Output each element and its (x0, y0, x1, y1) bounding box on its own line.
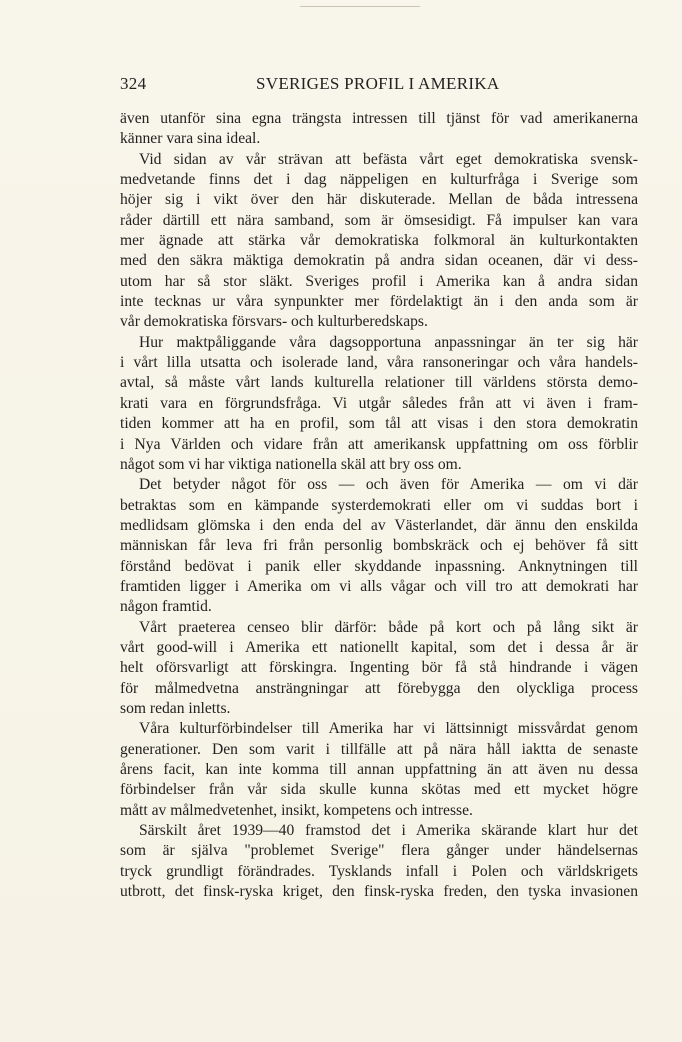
paragraph (120, 150, 638, 333)
paragraph (120, 618, 638, 720)
text-line: mått av målmedvetenhet, insikt, kompetens och intresse. (120, 801, 473, 819)
text-line: någon framtid. (120, 598, 212, 616)
text-line: avtal, så måste vårt lands kulturella relationer till världens största demo- (120, 374, 638, 392)
paragraph (120, 475, 638, 617)
paragraph (120, 333, 638, 475)
page-number: 324 (120, 74, 147, 93)
text-line: utom har så stor släkt. Sveriges profil i Amerika kan å andra sidan (120, 272, 638, 290)
running-head: SVERIGES PROFIL I AMERIKA (256, 74, 500, 93)
text-line: tiden kommer att ha en profil, som tål att visas i den stora demokratin (120, 415, 638, 433)
text-line: medlidsam glömska i den enda del av Västerlandet, där ännu den enskilda (120, 516, 638, 534)
text-line: tryck grundligt förändrades. Tysklands infall i Polen och världskrigets (120, 862, 638, 880)
paragraph (120, 719, 638, 821)
text-line: något som vi har viktiga nationella skäl att bry oss om. (120, 455, 462, 473)
text-line: årens facit, kan inte komma till annan uppfattning än att även nu dessa (120, 761, 638, 778)
text-line: helt oförsvarligt att förskingra. Ingenting bör få stå hindrande i vägen (120, 659, 638, 677)
text-line: Våra kulturförbindelser till Amerika har vi lättsinnigt missvårdat genom (139, 720, 638, 738)
text-line: för målmedvetna ansträngningar att förebygga den olyckliga process (120, 679, 638, 697)
paragraph (120, 109, 638, 150)
text-line: med den säkra mäktiga demokratin på andra sidan oceanen, där vi dess- (120, 252, 638, 270)
text-line: inte tecknas ur våra synpunkter mer fördelaktigt än i den anda som är (120, 293, 638, 311)
text-line: mer ägnade att stärka vår demokratiska folkmoral än kulturkontakten (120, 232, 638, 250)
text-line: som är själva "problemet Sverige" flera gånger under händelsernas (120, 842, 638, 860)
text-line: generationer. Den som varit i tillfälle att på nära håll iaktta de senaste (120, 740, 638, 758)
page-header (120, 74, 638, 98)
text-line: Det betyder något för oss — och även för Amerika — om vi där (139, 476, 638, 494)
text-line: höjer sig i vikt över den här diskuterade. Mellan de båda intressena (120, 191, 638, 209)
text-line: känner vara sina ideal. (120, 130, 261, 148)
text-line: förbindelser från vår sida skulle kunna skötas med ett mycket högre (120, 781, 638, 799)
text-line: förstånd bedövat i panik eller skyddande inpassning. Anknytningen till (120, 557, 638, 575)
text-line: betraktas som en kämpande systerdemokrati eller om vi suddas bort i (120, 496, 638, 514)
text-line: framtiden ligger i Amerika om vi alls vågar och vill tro att demokrati har (120, 577, 638, 595)
body-text (120, 109, 638, 902)
text-line: Vid sidan av vår strävan att befästa vårt eget demokratiska svensk- (139, 150, 638, 168)
text-line: även utanför sina egna trängsta intressen till tjänst för vad amerikanerna (120, 110, 638, 127)
paragraph (120, 821, 638, 902)
text-line: vår demokratiska försvars- och kulturberedskaps. (120, 313, 428, 331)
text-line: vårt good-will i Amerika ett nationellt kapital, som det i dessa år är (120, 638, 638, 656)
text-line: människan får leva fri från personlig bombskräck och ej behöver få sitt (120, 537, 638, 555)
text-line: i Nya Världen och vidare från att amerikansk uppfattning om oss förblir (120, 435, 638, 453)
text-line: i vårt lilla utsatta och isolerade land, våra ransoneringar och våra handels- (120, 354, 638, 372)
text-line: råder därtill ett nära samband, som är ömsesidigt. Få impulser kan vara (120, 211, 638, 229)
text-line: Vårt praeterea censeo blir därför: både på kort och på lång sikt är (139, 618, 638, 636)
text-line: krati vara en förgrundsfråga. Vi utgår således från att vi även i fram- (120, 394, 638, 412)
text-line: medvetande finns det i dag näppeligen en kulturfråga i Sverige som (120, 171, 638, 189)
text-line: som redan inletts. (120, 699, 231, 717)
top-edge-rule (300, 6, 420, 7)
text-line: utbrott, det finsk-ryska kriget, den finsk-ryska freden, den tyska invasionen (120, 883, 638, 901)
text-line: Hur maktpåliggande våra dagsopportuna anpassningar än ter sig här (139, 333, 638, 351)
text-line: Särskilt året 1939—40 framstod det i Amerika skärande klart hur det (139, 822, 638, 840)
